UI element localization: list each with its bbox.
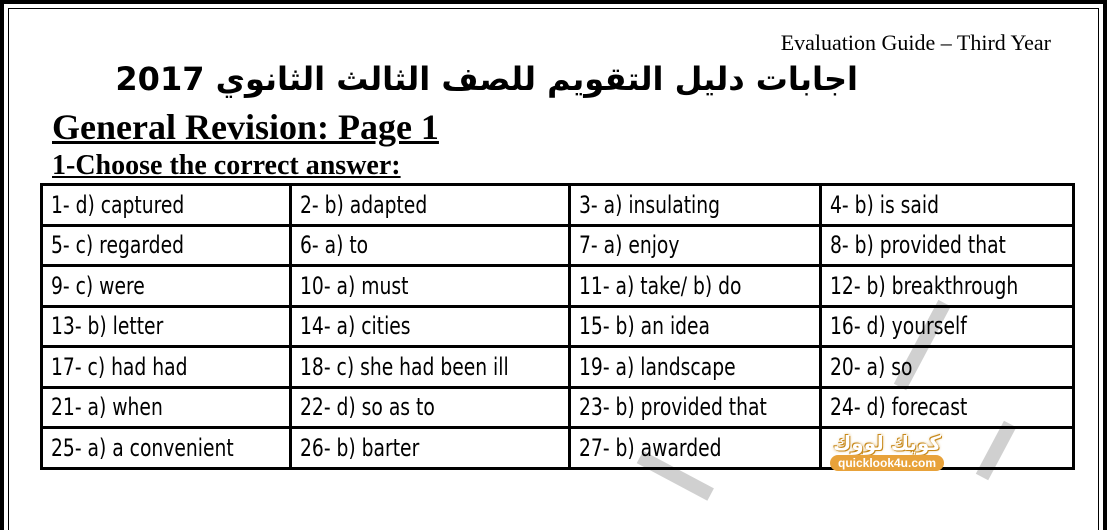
answer-cell: 13- b) letter xyxy=(42,306,291,347)
watermark-url: quicklook4u.com xyxy=(830,455,944,471)
watermark-arabic-text: كويك لووك xyxy=(832,431,942,455)
answers-table xyxy=(40,183,1075,470)
page-title: اجابات دليل التقويم للصف الثالث الثانوي 2017 xyxy=(115,60,858,98)
answer-cell: 18- c) she had been ill xyxy=(291,347,570,388)
section-title: General Revision: Page 1 xyxy=(52,107,439,147)
answer-cell: 25- a) a convenient xyxy=(42,428,291,469)
answer-cell: 21- a) when xyxy=(42,387,291,428)
answer-cell: 17- c) had had xyxy=(42,347,291,388)
answer-cell: 19- a) landscape xyxy=(569,347,821,388)
answer-cell: 10- a) must xyxy=(291,266,570,307)
question-heading: 1-Choose the correct answer: xyxy=(52,150,401,181)
answer-cell: 8- b) provided that xyxy=(821,225,1073,266)
answer-cell: 2- b) adapted xyxy=(291,185,570,226)
table-row xyxy=(42,225,1074,266)
answer-cell: 12- b) breakthrough xyxy=(821,266,1073,307)
answer-cell: 6- a) to xyxy=(291,225,570,266)
table-row xyxy=(42,306,1074,347)
answer-cell: 16- d) yourself xyxy=(821,306,1073,347)
table-row xyxy=(42,266,1074,307)
answer-cell: 5- c) regarded xyxy=(42,225,291,266)
site-watermark-logo xyxy=(812,432,962,478)
document-header: Evaluation Guide – Third Year xyxy=(780,30,1051,55)
answer-cell: 26- b) barter xyxy=(291,428,570,469)
answer-cell: 22- d) so as to xyxy=(291,387,570,428)
table-row xyxy=(42,347,1074,388)
answer-cell: 20- a) so xyxy=(821,347,1073,388)
answer-cell: 23- b) provided that xyxy=(569,387,821,428)
answer-cell: 24- d) forecast xyxy=(821,387,1073,428)
table-row xyxy=(42,387,1074,428)
answer-cell: 27- b) awarded xyxy=(569,428,821,469)
table-row xyxy=(42,185,1074,226)
answer-cell: 1- d) captured xyxy=(42,185,291,226)
answer-cell: 14- a) cities xyxy=(291,306,570,347)
answer-cell: 15- b) an idea xyxy=(569,306,821,347)
answer-cell: 4- b) is said xyxy=(821,185,1073,226)
answer-cell: 3- a) insulating xyxy=(569,185,821,226)
answer-cell: 9- c) were xyxy=(42,266,291,307)
answer-cell: 11- a) take/ b) do xyxy=(569,266,821,307)
answer-cell: 7- a) enjoy xyxy=(569,225,821,266)
